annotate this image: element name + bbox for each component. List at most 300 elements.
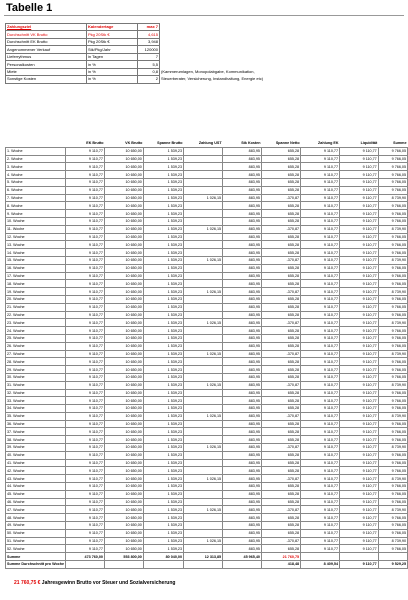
table-cell[interactable]: 883,95 <box>223 147 262 155</box>
table-cell[interactable]: 9 766,05 <box>378 529 407 537</box>
table-cell[interactable] <box>184 373 223 381</box>
table-cell[interactable]: 1 026,15 <box>184 225 223 233</box>
table-cell[interactable] <box>184 249 223 257</box>
table-cell[interactable]: 9 110,77 <box>66 163 105 171</box>
table-cell[interactable]: 9 110,77 <box>340 412 379 420</box>
table-cell[interactable]: 883,95 <box>223 405 262 413</box>
table-cell[interactable]: 10 650,00 <box>104 537 143 545</box>
table-cell[interactable]: 10 650,00 <box>104 420 143 428</box>
table-cell[interactable]: 9 110,77 <box>340 225 379 233</box>
table-cell[interactable]: 9 766,05 <box>378 171 407 179</box>
table-cell[interactable] <box>143 561 183 569</box>
table-cell[interactable]: 9 766,05 <box>378 467 407 475</box>
table-cell[interactable]: 9 110,77 <box>66 311 105 319</box>
table-cell[interactable]: 9 110,77 <box>340 233 379 241</box>
parameter-label[interactable]: Angenommener Verkauf <box>6 46 87 53</box>
table-cell[interactable]: 883,95 <box>223 334 262 342</box>
parameter-label[interactable]: Lieferrythmus <box>6 53 87 60</box>
table-cell[interactable]: 9 766,05 <box>378 334 407 342</box>
row-label[interactable]: Summe Durchschnitt pro Woche <box>7 562 65 567</box>
table-cell[interactable] <box>184 428 223 436</box>
table-cell[interactable]: 1 539,23 <box>143 155 183 163</box>
row-label[interactable]: 41. Woche <box>6 459 66 467</box>
table-cell[interactable]: 9 110,77 <box>66 194 105 202</box>
row-label[interactable]: 43. Woche <box>6 475 66 483</box>
table-cell[interactable]: 1 539,23 <box>143 241 183 249</box>
row-label[interactable]: 29. Woche <box>6 366 66 374</box>
table-cell[interactable]: 9 110,77 <box>340 155 379 163</box>
table-cell[interactable] <box>184 397 223 405</box>
table-cell[interactable]: 9 110,77 <box>301 358 340 366</box>
table-cell[interactable] <box>184 459 223 467</box>
table-cell[interactable]: 9 766,05 <box>378 366 407 374</box>
table-cell[interactable] <box>184 436 223 444</box>
table-cell[interactable]: 9 110,77 <box>340 171 379 179</box>
table-cell[interactable]: 8 739,90 <box>378 381 407 389</box>
table-cell[interactable]: 1 539,23 <box>143 514 183 522</box>
table-cell[interactable]: 655,28 <box>261 483 300 491</box>
table-cell[interactable]: 1 539,23 <box>143 428 183 436</box>
table-cell[interactable]: 9 110,77 <box>301 264 340 272</box>
table-cell[interactable]: 883,95 <box>223 498 262 506</box>
table-cell[interactable]: 9 110,77 <box>66 389 105 397</box>
parameter-label[interactable]: Personalkosten <box>6 61 87 68</box>
table-cell[interactable]: 9 110,77 <box>301 295 340 303</box>
table-cell[interactable]: 9 110,77 <box>340 498 379 506</box>
parameter-unit[interactable]: in Tagen <box>87 53 138 60</box>
table-cell[interactable]: 1 539,23 <box>143 366 183 374</box>
table-cell[interactable]: 1 539,23 <box>143 319 183 327</box>
table-cell[interactable]: 9 110,77 <box>340 264 379 272</box>
table-cell[interactable]: 1 539,23 <box>143 412 183 420</box>
table-cell[interactable]: 10 650,00 <box>104 194 143 202</box>
table-cell[interactable]: 9 766,05 <box>378 451 407 459</box>
table-cell[interactable]: 1 539,23 <box>143 163 183 171</box>
table-cell[interactable]: 9 766,05 <box>378 202 407 210</box>
table-cell[interactable]: 9 766,05 <box>378 241 407 249</box>
table-cell[interactable]: 655,28 <box>261 428 300 436</box>
table-cell[interactable]: 10 650,00 <box>104 405 143 413</box>
table-cell[interactable]: 8 739,90 <box>378 194 407 202</box>
table-cell[interactable]: 1 026,15 <box>184 288 223 296</box>
table-cell[interactable]: 9 110,77 <box>340 194 379 202</box>
table-cell[interactable]: 9 110,77 <box>66 506 105 514</box>
row-label[interactable]: 34. Woche <box>6 405 66 413</box>
table-cell[interactable] <box>184 545 223 553</box>
table-cell[interactable]: 10 650,00 <box>104 241 143 249</box>
table-cell[interactable]: 883,95 <box>223 412 262 420</box>
table-cell[interactable]: 9 110,77 <box>340 202 379 210</box>
table-cell[interactable]: 883,95 <box>223 490 262 498</box>
table-cell[interactable]: 1 539,23 <box>143 194 183 202</box>
table-cell[interactable]: 883,95 <box>223 264 262 272</box>
table-cell[interactable]: 883,95 <box>223 514 262 522</box>
table-cell[interactable]: 655,28 <box>261 490 300 498</box>
table-cell[interactable]: 655,28 <box>261 264 300 272</box>
row-label[interactable]: 17. Woche <box>6 272 66 280</box>
table-cell[interactable]: 9 110,77 <box>301 327 340 335</box>
table-cell[interactable]: 1 539,23 <box>143 475 183 483</box>
table-cell[interactable] <box>184 280 223 288</box>
table-cell[interactable]: 9 110,77 <box>340 256 379 264</box>
row-label[interactable]: 14. Woche <box>6 249 66 257</box>
parameter-unit[interactable]: in % <box>87 68 138 75</box>
table-cell[interactable]: 9 110,77 <box>340 373 379 381</box>
table-cell[interactable]: 1 539,23 <box>143 545 183 553</box>
table-cell[interactable]: 10 650,00 <box>104 498 143 506</box>
table-cell[interactable]: 1 539,23 <box>143 506 183 514</box>
table-cell[interactable]: 9 110,77 <box>301 483 340 491</box>
table-cell[interactable]: 9 110,77 <box>66 280 105 288</box>
table-cell[interactable]: 9 110,77 <box>301 459 340 467</box>
table-cell[interactable]: 9 110,77 <box>340 436 379 444</box>
table-cell[interactable]: 9 766,05 <box>378 397 407 405</box>
table-cell[interactable]: 9 110,77 <box>340 475 379 483</box>
table-cell[interactable]: 9 110,77 <box>301 256 340 264</box>
table-cell[interactable]: 9 110,77 <box>66 366 105 374</box>
table-cell[interactable]: -370,87 <box>261 506 300 514</box>
table-cell[interactable]: 10 650,00 <box>104 459 143 467</box>
parameter-value[interactable]: 3,948 <box>138 38 160 45</box>
table-cell[interactable]: 8 739,90 <box>378 256 407 264</box>
table-cell[interactable] <box>184 155 223 163</box>
table-cell[interactable]: 883,95 <box>223 522 262 530</box>
table-cell[interactable]: 883,95 <box>223 358 262 366</box>
table-cell[interactable]: 655,28 <box>261 171 300 179</box>
table-cell[interactable]: 9 110,77 <box>340 327 379 335</box>
table-cell[interactable]: 8 739,90 <box>378 537 407 545</box>
table-cell[interactable]: 9 110,77 <box>340 381 379 389</box>
table-cell[interactable]: 10 650,00 <box>104 280 143 288</box>
table-cell[interactable]: 1 539,23 <box>143 311 183 319</box>
table-cell[interactable]: 9 766,05 <box>378 420 407 428</box>
table-cell[interactable]: 10 650,00 <box>104 366 143 374</box>
row-label[interactable]: 22. Woche <box>6 311 66 319</box>
table-cell[interactable]: 1 539,23 <box>143 420 183 428</box>
table-cell[interactable]: 9 110,77 <box>66 490 105 498</box>
table-cell[interactable]: 9 110,77 <box>340 163 379 171</box>
table-cell[interactable] <box>184 327 223 335</box>
table-cell[interactable]: 9 766,05 <box>378 373 407 381</box>
table-cell[interactable]: 883,95 <box>223 451 262 459</box>
table-cell[interactable]: 9 766,05 <box>378 342 407 350</box>
table-cell[interactable] <box>184 241 223 249</box>
table-cell[interactable]: 9 110,77 <box>340 241 379 249</box>
table-cell[interactable]: 9 110,77 <box>66 483 105 491</box>
table-cell[interactable] <box>184 264 223 272</box>
row-label[interactable]: 26. Woche <box>6 342 66 350</box>
table-cell[interactable]: 9 110,77 <box>66 233 105 241</box>
table-cell[interactable]: 9 766,05 <box>378 217 407 225</box>
table-cell[interactable]: 1 539,23 <box>143 327 183 335</box>
table-cell[interactable]: 9 110,77 <box>66 381 105 389</box>
table-cell[interactable]: 9 110,77 <box>340 280 379 288</box>
parameter-unit[interactable]: Pkg 20Stk € <box>87 31 138 38</box>
row-label[interactable]: 52. Woche <box>6 545 66 553</box>
table-cell[interactable]: 883,95 <box>223 459 262 467</box>
table-cell[interactable]: 8 739,90 <box>378 506 407 514</box>
table-cell[interactable]: 883,95 <box>223 350 262 358</box>
table-cell[interactable]: 883,95 <box>223 163 262 171</box>
table-cell[interactable]: -370,87 <box>261 444 300 452</box>
table-cell[interactable] <box>301 553 340 561</box>
table-cell[interactable]: 8 739,90 <box>378 350 407 358</box>
table-cell[interactable]: 9 110,77 <box>66 217 105 225</box>
table-cell[interactable]: 1 026,15 <box>184 412 223 420</box>
table-cell[interactable]: 883,95 <box>223 529 262 537</box>
table-cell[interactable]: 9 766,05 <box>378 436 407 444</box>
table-cell[interactable]: 883,95 <box>223 545 262 553</box>
table-cell[interactable]: 655,28 <box>261 342 300 350</box>
parameter-value[interactable]: 120000 <box>138 46 160 53</box>
table-cell[interactable]: 1 539,23 <box>143 444 183 452</box>
table-cell[interactable]: 655,28 <box>261 210 300 218</box>
table-cell[interactable]: 8 409,54 <box>301 561 340 569</box>
table-cell[interactable] <box>184 342 223 350</box>
table-cell[interactable]: 1 539,23 <box>143 436 183 444</box>
table-cell[interactable]: 9 110,77 <box>301 155 340 163</box>
row-label[interactable]: 9. Woche <box>6 210 66 218</box>
table-cell[interactable]: 10 650,00 <box>104 186 143 194</box>
table-cell[interactable]: 883,95 <box>223 272 262 280</box>
table-cell[interactable]: 1 539,23 <box>143 490 183 498</box>
table-cell[interactable]: 883,95 <box>223 202 262 210</box>
table-cell[interactable]: 9 110,77 <box>340 334 379 342</box>
table-cell[interactable]: 9 110,77 <box>340 319 379 327</box>
table-cell[interactable]: -370,87 <box>261 381 300 389</box>
table-cell[interactable] <box>184 561 223 569</box>
table-cell[interactable]: 9 110,77 <box>301 545 340 553</box>
table-cell[interactable]: 9 110,77 <box>66 350 105 358</box>
table-cell[interactable]: 9 766,05 <box>378 459 407 467</box>
row-label[interactable]: 46. Woche <box>6 498 66 506</box>
parameter-label[interactable]: Durchschnitt EK Brutto <box>6 38 87 45</box>
table-cell[interactable]: 9 110,77 <box>66 522 105 530</box>
table-cell[interactable]: 10 650,00 <box>104 217 143 225</box>
table-cell[interactable]: 655,28 <box>261 405 300 413</box>
table-cell[interactable]: 9 110,77 <box>301 389 340 397</box>
table-cell[interactable]: 9 766,05 <box>378 490 407 498</box>
row-label[interactable]: 15. Woche <box>6 256 66 264</box>
table-cell[interactable]: 10 650,00 <box>104 171 143 179</box>
table-cell[interactable]: 9 110,77 <box>340 272 379 280</box>
table-cell[interactable]: 9 766,05 <box>378 155 407 163</box>
table-cell[interactable]: 1 539,23 <box>143 178 183 186</box>
table-cell[interactable]: 9 110,77 <box>66 498 105 506</box>
table-cell[interactable]: 10 650,00 <box>104 490 143 498</box>
table-cell[interactable]: 9 110,77 <box>301 444 340 452</box>
table-cell[interactable]: 9 766,05 <box>378 233 407 241</box>
row-label[interactable]: 27. Woche <box>6 350 66 358</box>
row-label[interactable]: 18. Woche <box>6 280 66 288</box>
table-cell[interactable] <box>184 405 223 413</box>
table-cell[interactable]: 9 766,05 <box>378 498 407 506</box>
table-cell[interactable]: 655,28 <box>261 155 300 163</box>
table-cell[interactable] <box>184 171 223 179</box>
table-cell[interactable]: 553 800,00 <box>104 553 143 561</box>
parameter-value[interactable]: 7 <box>138 53 160 60</box>
table-cell[interactable]: 655,28 <box>261 373 300 381</box>
table-cell[interactable]: -370,87 <box>261 475 300 483</box>
table-cell[interactable]: 883,95 <box>223 249 262 257</box>
table-cell[interactable]: -370,87 <box>261 350 300 358</box>
table-cell[interactable]: 9 110,77 <box>340 186 379 194</box>
table-cell[interactable]: 655,28 <box>261 202 300 210</box>
table-cell[interactable]: 80 040,00 <box>143 553 183 561</box>
table-cell[interactable]: 9 110,77 <box>301 397 340 405</box>
table-cell[interactable]: 9 110,77 <box>66 147 105 155</box>
table-cell[interactable]: 883,95 <box>223 233 262 241</box>
table-cell[interactable]: 9 110,77 <box>301 537 340 545</box>
table-cell[interactable]: 655,28 <box>261 459 300 467</box>
table-cell[interactable]: 1 026,15 <box>184 319 223 327</box>
table-cell[interactable]: 10 650,00 <box>104 397 143 405</box>
table-cell[interactable]: 655,28 <box>261 545 300 553</box>
table-cell[interactable]: 9 766,05 <box>378 483 407 491</box>
table-cell[interactable] <box>340 553 379 561</box>
table-cell[interactable]: 10 650,00 <box>104 163 143 171</box>
table-cell[interactable]: 9 110,77 <box>301 319 340 327</box>
table-cell[interactable]: 9 110,77 <box>301 288 340 296</box>
table-cell[interactable]: 9 110,77 <box>340 428 379 436</box>
table-cell[interactable]: 1 539,23 <box>143 342 183 350</box>
table-cell[interactable]: 9 766,05 <box>378 514 407 522</box>
table-cell[interactable]: 8 739,90 <box>378 444 407 452</box>
table-cell[interactable]: 21 760,75 <box>261 553 300 561</box>
table-cell[interactable]: 883,95 <box>223 178 262 186</box>
table-cell[interactable]: 9 110,77 <box>340 366 379 374</box>
table-cell[interactable]: 655,28 <box>261 249 300 257</box>
table-cell[interactable]: 9 110,77 <box>66 467 105 475</box>
table-cell[interactable]: 10 650,00 <box>104 342 143 350</box>
parameter-label[interactable]: Durchschnitt VK Brutto <box>6 31 87 38</box>
table-cell[interactable]: 1 539,23 <box>143 483 183 491</box>
table-cell[interactable]: 9 110,77 <box>340 358 379 366</box>
table-cell[interactable]: 9 110,77 <box>66 155 105 163</box>
row-label[interactable]: 8. Woche <box>6 202 66 210</box>
table-cell[interactable]: 10 650,00 <box>104 483 143 491</box>
table-cell[interactable]: 9 766,05 <box>378 147 407 155</box>
table-cell[interactable]: 473 760,00 <box>66 553 105 561</box>
parameter-value[interactable]: 4,615 <box>138 31 160 38</box>
table-cell[interactable]: 1 539,23 <box>143 498 183 506</box>
table-cell[interactable]: 1 539,23 <box>143 529 183 537</box>
table-cell[interactable]: 9 110,77 <box>301 210 340 218</box>
table-cell[interactable]: 883,95 <box>223 475 262 483</box>
table-cell[interactable]: 1 539,23 <box>143 233 183 241</box>
table-cell[interactable]: 9 110,77 <box>340 459 379 467</box>
table-cell[interactable] <box>184 311 223 319</box>
table-cell[interactable]: 1 539,23 <box>143 303 183 311</box>
table-cell[interactable]: 9 110,77 <box>66 178 105 186</box>
table-cell[interactable]: 9 110,77 <box>66 451 105 459</box>
table-cell[interactable]: 9 110,77 <box>340 210 379 218</box>
table-cell[interactable]: 10 650,00 <box>104 381 143 389</box>
table-cell[interactable] <box>184 186 223 194</box>
row-label[interactable]: 1. Woche <box>6 147 66 155</box>
table-cell[interactable]: 883,95 <box>223 155 262 163</box>
row-label[interactable]: 42. Woche <box>6 467 66 475</box>
table-cell[interactable]: 883,95 <box>223 420 262 428</box>
table-cell[interactable]: 10 650,00 <box>104 373 143 381</box>
table-cell[interactable]: 10 650,00 <box>104 506 143 514</box>
table-cell[interactable]: 10 650,00 <box>104 389 143 397</box>
table-cell[interactable]: 10 650,00 <box>104 147 143 155</box>
table-cell[interactable]: 9 766,05 <box>378 405 407 413</box>
table-cell[interactable]: 883,95 <box>223 342 262 350</box>
row-label[interactable]: 4. Woche <box>6 171 66 179</box>
table-cell[interactable]: 655,28 <box>261 186 300 194</box>
table-cell[interactable]: 1 026,15 <box>184 256 223 264</box>
table-cell[interactable]: 9 110,77 <box>301 381 340 389</box>
table-cell[interactable]: 9 110,77 <box>340 397 379 405</box>
table-cell[interactable]: 9 766,05 <box>378 280 407 288</box>
row-label[interactable]: 23. Woche <box>6 319 66 327</box>
table-cell[interactable]: 8 739,90 <box>378 475 407 483</box>
table-cell[interactable]: 9 110,77 <box>66 514 105 522</box>
row-label[interactable]: 48. Woche <box>6 514 66 522</box>
table-cell[interactable]: 9 110,77 <box>66 405 105 413</box>
table-cell[interactable]: 10 650,00 <box>104 522 143 530</box>
table-cell[interactable]: 883,95 <box>223 444 262 452</box>
table-cell[interactable]: 9 110,77 <box>66 288 105 296</box>
table-cell[interactable]: 9 110,77 <box>301 171 340 179</box>
row-label[interactable]: 20. Woche <box>6 295 66 303</box>
table-cell[interactable]: 9 110,77 <box>301 467 340 475</box>
row-label[interactable]: 37. Woche <box>6 428 66 436</box>
row-label[interactable]: 24. Woche <box>6 327 66 335</box>
table-cell[interactable]: 9 110,77 <box>340 389 379 397</box>
table-cell[interactable]: 9 110,77 <box>301 529 340 537</box>
table-cell[interactable]: 655,28 <box>261 311 300 319</box>
table-cell[interactable]: 883,95 <box>223 381 262 389</box>
parameter-unit[interactable]: in % <box>87 76 138 83</box>
table-cell[interactable]: 10 650,00 <box>104 311 143 319</box>
table-cell[interactable]: 9 110,77 <box>340 303 379 311</box>
table-cell[interactable]: 655,28 <box>261 178 300 186</box>
table-cell[interactable]: 1 539,23 <box>143 522 183 530</box>
table-cell[interactable]: 9 110,77 <box>301 405 340 413</box>
table-cell[interactable]: 883,95 <box>223 311 262 319</box>
row-label[interactable]: 35. Woche <box>6 412 66 420</box>
row-label[interactable]: 30. Woche <box>6 373 66 381</box>
table-cell[interactable]: 9 110,77 <box>301 178 340 186</box>
table-cell[interactable]: 9 110,77 <box>301 303 340 311</box>
table-cell[interactable]: 1 539,23 <box>143 537 183 545</box>
table-cell[interactable]: 1 539,23 <box>143 381 183 389</box>
table-cell[interactable]: 9 766,05 <box>378 272 407 280</box>
table-cell[interactable]: 1 539,23 <box>143 288 183 296</box>
table-cell[interactable]: 10 650,00 <box>104 264 143 272</box>
table-cell[interactable]: 1 539,23 <box>143 467 183 475</box>
table-cell[interactable]: 883,95 <box>223 280 262 288</box>
row-label[interactable]: 31. Woche <box>6 381 66 389</box>
table-cell[interactable]: 9 110,77 <box>66 303 105 311</box>
table-cell[interactable]: 10 650,00 <box>104 545 143 553</box>
table-cell[interactable]: 1 539,23 <box>143 389 183 397</box>
table-cell[interactable]: 9 110,77 <box>340 522 379 530</box>
table-cell[interactable]: 1 539,23 <box>143 405 183 413</box>
table-cell[interactable]: 10 650,00 <box>104 155 143 163</box>
table-cell[interactable]: 9 110,77 <box>340 342 379 350</box>
table-cell[interactable]: 1 539,23 <box>143 264 183 272</box>
row-label[interactable]: 33. Woche <box>6 397 66 405</box>
table-cell[interactable]: 1 539,23 <box>143 459 183 467</box>
table-cell[interactable]: 655,28 <box>261 498 300 506</box>
table-cell[interactable]: 10 650,00 <box>104 529 143 537</box>
table-cell[interactable]: 1 539,23 <box>143 334 183 342</box>
table-cell[interactable]: 9 110,77 <box>301 202 340 210</box>
